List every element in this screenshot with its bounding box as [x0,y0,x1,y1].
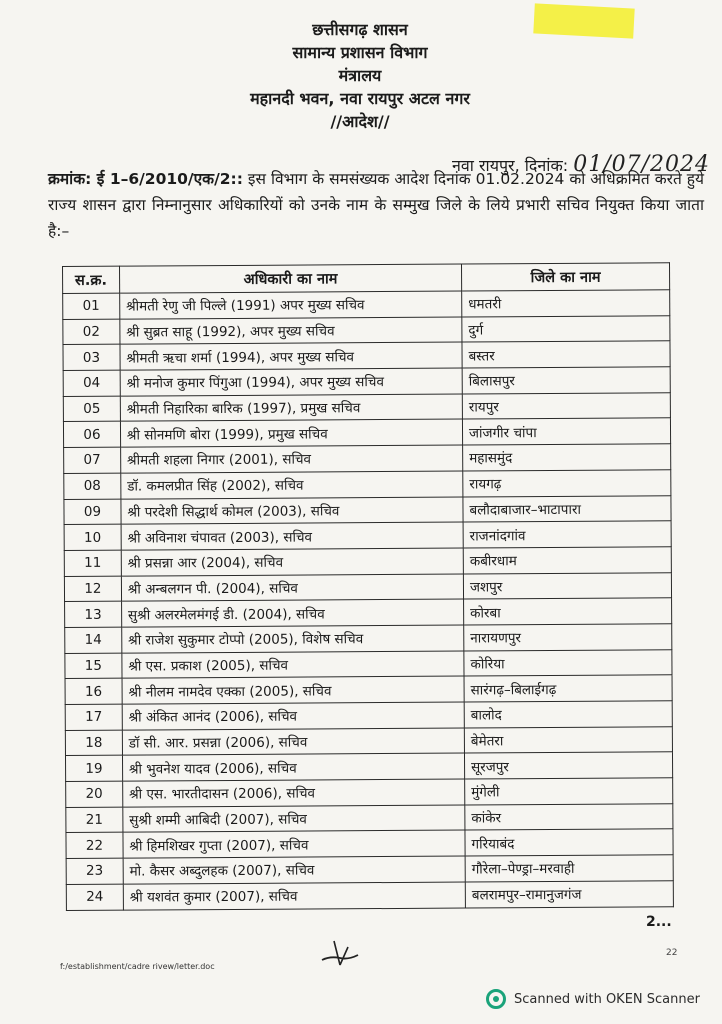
serial-cell: 04 [63,370,120,396]
table-row [63,315,670,344]
district-cell: रायगढ़ [463,470,671,497]
district-cell: मुंगेली [465,778,673,805]
table-row [64,444,671,473]
officer-name-cell: श्री नीलम नामदेव एक्का (2005), सचिव [122,676,464,704]
scanner-watermark [486,989,700,1009]
district-cell: जशपुर [463,572,671,599]
district-cell: बस्तर [462,341,670,368]
serial-cell: 15 [65,653,122,679]
officer-name-cell: श्री सोनमणि बोरा (1999), प्रमुख सचिव [120,419,462,447]
table-row [65,598,672,627]
serial-cell: 18 [65,730,122,756]
header-department: सामान्य प्रशासन विभाग [292,43,428,62]
serial-cell: 09 [64,499,121,525]
date-label: नवा रायपुर, दिनांक: [452,156,569,175]
district-cell: दुर्ग [462,315,670,342]
officer-name-cell: श्री भुवनेश यादव (2006), सचिव [122,753,464,781]
serial-cell: 03 [63,345,120,371]
table-row [63,367,670,396]
oken-scanner-logo-icon [486,989,506,1009]
table-row [63,290,670,319]
serial-cell: 20 [66,781,123,807]
serial-cell: 19 [65,756,122,782]
order-paragraph [48,166,704,244]
officer-name-cell: मो. कैसर अब्दुलहक (2007), सचिव [123,856,465,884]
serial-cell: 10 [64,524,121,550]
file-path-footer: f:/establishment/cadre rivew/letter.doc [60,962,215,971]
header-ministry: मंत्रालय [338,66,382,85]
district-cell: राजनांदगांव [463,521,671,548]
officer-name-cell: श्रीमती शहला निगार (2001), सचिव [120,445,462,473]
officer-name-cell: श्री राजेश सुकुमार टोप्पो (2005), विशेष सचिव [122,625,464,653]
officer-name-cell: श्रीमती रेणु जी पिल्ले (1991) अपर मुख्य सचिव [120,291,462,319]
officer-name-cell: डॉ. कमलप्रीत सिंह (2002), सचिव [121,471,463,499]
table-row [65,701,672,730]
officer-name-cell: श्री मनोज कुमार पिंगुआ (1994), अपर मुख्य सचिव [120,368,462,396]
district-cell: नारायणपुर [464,624,672,651]
officer-name-cell: सुश्री अलरमेलमंगई डी. (2004), सचिव [121,599,463,627]
table-row [64,547,671,576]
table-row [63,341,670,370]
serial-cell: 24 [66,884,123,910]
serial-cell: 21 [66,807,123,833]
serial-cell: 06 [63,422,120,448]
handwritten-date: 01/07/2024 [573,152,711,177]
district-cell: कोरिया [464,649,672,676]
initials-signature [318,938,362,968]
serial-cell: 13 [65,601,122,627]
header-order-title: //आदेश// [330,112,390,131]
serial-cell: 01 [63,293,120,319]
district-cell: कांकेर [465,804,673,831]
table-row [66,829,673,858]
small-page-number: 22 [666,948,678,958]
district-cell: महासमुंद [463,444,671,471]
table-row [65,649,672,678]
header-government: छत्तीसगढ़ शासन [312,20,408,39]
table-row [65,675,672,704]
table-row [65,624,672,653]
officer-name-cell: सुश्री शम्मी आबिदी (2007), सचिव [123,805,465,833]
district-cell: सूरजपुर [464,752,672,779]
scanner-text: Scanned with OKEN Scanner [514,991,700,1007]
serial-cell: 08 [64,473,121,499]
serial-cell: 16 [65,678,122,704]
order-text: इस विभाग के समसंख्यक आदेश दिनांक 01.02.2024 को अधिक्रमित करते हुये राज्य शासन द्वारा निम्नानुसार अधिकारियों को उनके नाम के सम्मुख जिले के लिये प्रभारी सचिव नियुक्त किया जाता है:– [48,170,704,240]
header-district-name: जिले का नाम [461,263,669,291]
header-officer-name: अधिकारी का नाम [119,264,461,293]
serial-cell: 23 [66,858,123,884]
order-number: क्रमांक: ई 1–6/2010/एक/2:: [48,170,243,188]
table-row [64,521,671,550]
table-row [64,470,671,499]
serial-cell: 17 [65,704,122,730]
district-cell: गरियाबंद [465,829,673,856]
table-row [66,855,673,884]
serial-cell: 07 [64,447,121,473]
district-cell: गौरेला–पेण्ड्रा–मरवाही [465,855,673,882]
officer-name-cell: श्री यशवंत कुमार (2007), सचिव [123,882,465,910]
officer-name-cell: श्री परदेशी सिद्धार्थ कोमल (2003), सचिव [121,497,463,525]
officer-name-cell: श्री एस. प्रकाश (2005), सचिव [122,651,464,679]
officer-name-cell: डॉ सी. आर. प्रसन्ना (2006), सचिव [122,728,464,756]
header-address: महानदी भवन, नवा रायपुर अटल नगर [250,89,470,108]
district-cell: बलौदाबाजार–भाटापारा [463,495,671,522]
officer-name-cell: श्रीमती ऋचा शर्मा (1994), अपर मुख्य सचिव [120,342,462,370]
district-cell: रायपुर [462,393,670,420]
officer-name-cell: श्री प्रसन्ना आर (2004), सचिव [121,548,463,576]
table-row [64,495,671,524]
officer-name-cell: श्रीमती निहारिका बारिक (1997), प्रमुख सचिव [120,394,462,422]
district-cell: बेमेतरा [464,726,672,753]
table-row [63,393,670,422]
next-page-marker: 2... [646,914,672,930]
table-row [65,726,672,755]
district-cell: बलरामपुर–रामानुजगंज [465,881,673,908]
serial-cell: 05 [63,396,120,422]
officer-name-cell: श्री अविनाश चंपावत (2003), सचिव [121,522,463,550]
serial-cell: 12 [64,576,121,602]
district-cell: सारंगढ़–बिलाईगढ़ [464,675,672,702]
serial-cell: 14 [65,627,122,653]
officer-name-cell: श्री एस. भारतीदासन (2006), सचिव [122,779,464,807]
header-serial: स.क्र. [63,266,120,293]
serial-cell: 02 [63,319,120,345]
yellow-highlight-mark [533,3,634,38]
district-cell: जांजगीर चांपा [462,418,670,445]
district-cell: धमतरी [462,290,670,317]
district-cell: बिलासपुर [462,367,670,394]
serial-cell: 11 [64,550,121,576]
table-row [66,778,673,807]
table-row [63,418,670,447]
officer-name-cell: श्री अन्बलगन पी. (2004), सचिव [121,574,463,602]
letterhead [190,18,530,133]
officer-name-cell: श्री अंकित आनंद (2006), सचिव [122,702,464,730]
table-row [66,804,673,833]
officer-name-cell: श्री सुब्रत साहू (1992), अपर मुख्य सचिव [120,317,462,345]
table-row [64,572,671,601]
table-row [65,752,672,781]
district-cell: कबीरधाम [463,547,671,574]
officer-name-cell: श्री हिमशिखर गुप्ता (2007), सचिव [123,830,465,858]
table-row [66,881,673,910]
table-header-row [63,263,670,294]
officers-table [62,262,674,910]
district-cell: बालोद [464,701,672,728]
district-cell: कोरबा [464,598,672,625]
serial-cell: 22 [66,833,123,859]
